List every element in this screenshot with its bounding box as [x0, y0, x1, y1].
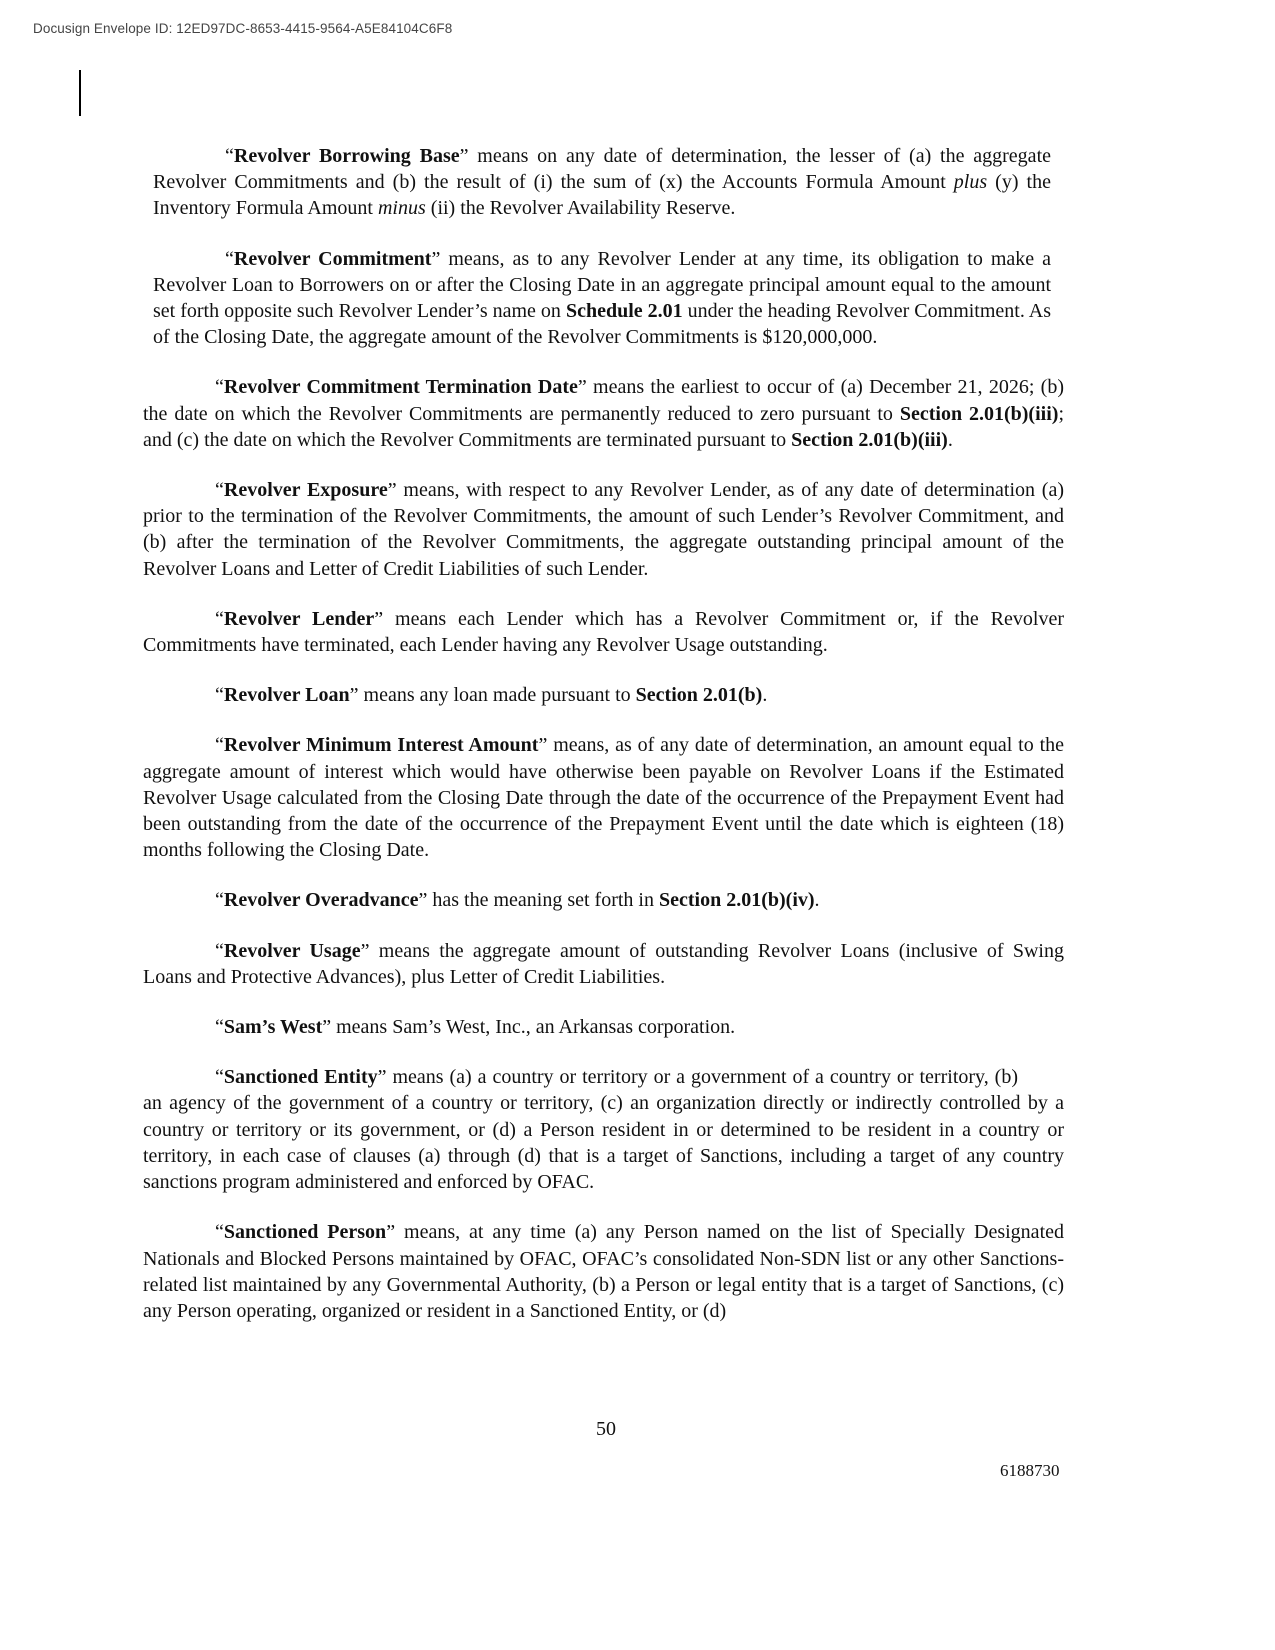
defined-term: Revolver Loan: [223, 684, 350, 707]
defined-term: Revolver Minimum Interest Amount: [223, 734, 539, 757]
document-number: 6188730: [1000, 1461, 1060, 1480]
defined-term: Revolver Usage: [223, 939, 361, 962]
definition-revolver-usage: “Revolver Usage” means the aggregate amount of outstanding Revolver Loans (inclusive of Swing Loans and Protective Advances), plus Letter of Credit Liabilities.: [143, 939, 1064, 988]
defined-term: Revolver Commitment: [233, 247, 432, 270]
section-reference: Section 2.01(b): [635, 684, 763, 707]
revision-bar: [79, 70, 81, 116]
definition-revolver-commitment-termination-date: “Revolver Commitment Termination Date” means the earliest to occur of (a) December 21, 2026; (b) the date on which the Revolver Commitments are permanently reduced to zero pursuant to Section 2.01(b)(iii); and (c) the date on which the Revolver Commitments are terminated pursuant to Section 2.01(b)(iii).: [143, 376, 1064, 451]
definition-revolver-minimum-interest-amount: “Revolver Minimum Interest Amount” means, as of any date of determination, an amount equal to the aggregate amount of interest which would have otherwise been payable on Revolver Loans if the Estimated Revolver Usage calculated from the Closing Date through the date of the occurrence of the Prepayment Event had been outstanding from the date of the occurrence of the Prepayment Event until the date which is eighteen (18) months following the Closing Date.: [143, 734, 1064, 862]
definition-revolver-lender: “Revolver Lender” means each Lender which has a Revolver Commitment or, if the Revolver Commitments have terminated, each Lender having any Revolver Usage outstanding.: [143, 607, 1064, 657]
defined-term: Revolver Borrowing Base: [233, 145, 460, 167]
defined-term: Sanctioned Person: [223, 1221, 387, 1244]
defined-term: Revolver Exposure: [223, 479, 388, 502]
defined-term: Revolver Lender: [223, 607, 375, 630]
section-reference: Section 2.01(b)(iii): [791, 428, 948, 451]
defined-term: Sam’s West: [223, 1016, 323, 1039]
page-number: 50: [596, 1418, 616, 1440]
definition-revolver-commitment: “Revolver Commitment” means, as to any Revolver Lender at any time, its obligation to make a Revolver Loan to Borrowers on or after the Closing Date in an aggregate principal amount equal to the amount set forth opposite such Revolver Lender’s name on Schedule 2.01 under the heading Revolver Commitment. As of the Closing Date, the aggregate amount of the Revolver Commitments is $120,000,000.: [153, 247, 1052, 349]
section-reference: Section 2.01(b)(iii): [899, 402, 1059, 425]
schedule-reference: Schedule 2.01: [565, 300, 683, 323]
defined-term: Revolver Overadvance: [223, 889, 419, 912]
definition-revolver-borrowing-base: “Revolver Borrowing Base” means on any date of determination, the lesser of (a) the aggregate Revolver Commitments and (b) the result of (i) the sum of (x) the Accounts Formula Amount plus (y) the Inventory Formula Amount minus (ii) the Revolver Availability Reserve.: [153, 145, 1051, 220]
definition-revolver-exposure: “Revolver Exposure” means, with respect to any Revolver Lender, as of any date of determination (a) prior to the termination of the Revolver Commitments, the amount of such Lender’s Revolver Commitment, and (b) after the termination of the Revolver Commitments, the aggregate outstanding principal amount of the Revolver Loans and Letter of Credit Liabilities of such Lender.: [143, 479, 1065, 580]
defined-term: Sanctioned Entity: [223, 1066, 378, 1089]
docusign-envelope-id: Docusign Envelope ID: 12ED97DC-8653-4415-9564-A5E84104C6F8: [33, 21, 453, 36]
definition-sanctioned-entity: “Sanctioned Entity” means (a) a country or territory or a government of a country or territory, (b)an agency of the government of a country or territory, (c) an organization directly or indirectly controlled by a country or territory or its government, or (d) a Person resident in or determined to be resident in a country or territory, in each case of clauses (a) through (d) that is a target of Sanctions, including a target of any country sanctions program administered and enforced by OFAC.: [143, 1066, 1064, 1194]
definition-sanctioned-person: “Sanctioned Person” means, at any time (a) any Person named on the list of Specially Designated Nationals and Blocked Persons maintained by OFAC, OFAC’s consolidated Non-SDN list or any other Sanctions-related list maintained by any Governmental Authority, (b) a Person or legal entity that is a target of Sanctions, (c) any Person operating, organized or resident in a Sanctioned Entity, or (d): [143, 1221, 1064, 1322]
definition-revolver-loan: “Revolver Loan” means any loan made pursuant to Section 2.01(b).: [215, 684, 768, 707]
section-reference: Section 2.01(b)(iv): [659, 889, 815, 912]
definition-revolver-overadvance: “Revolver Overadvance” has the meaning set forth in Section 2.01(b)(iv).: [215, 889, 820, 912]
definitions-section: [0, 143, 1275, 1348]
definition-sams-west: “Sam’s West” means Sam’s West, Inc., an Arkansas corporation.: [215, 1016, 736, 1039]
defined-term: Revolver Commitment Termination Date: [223, 376, 578, 399]
